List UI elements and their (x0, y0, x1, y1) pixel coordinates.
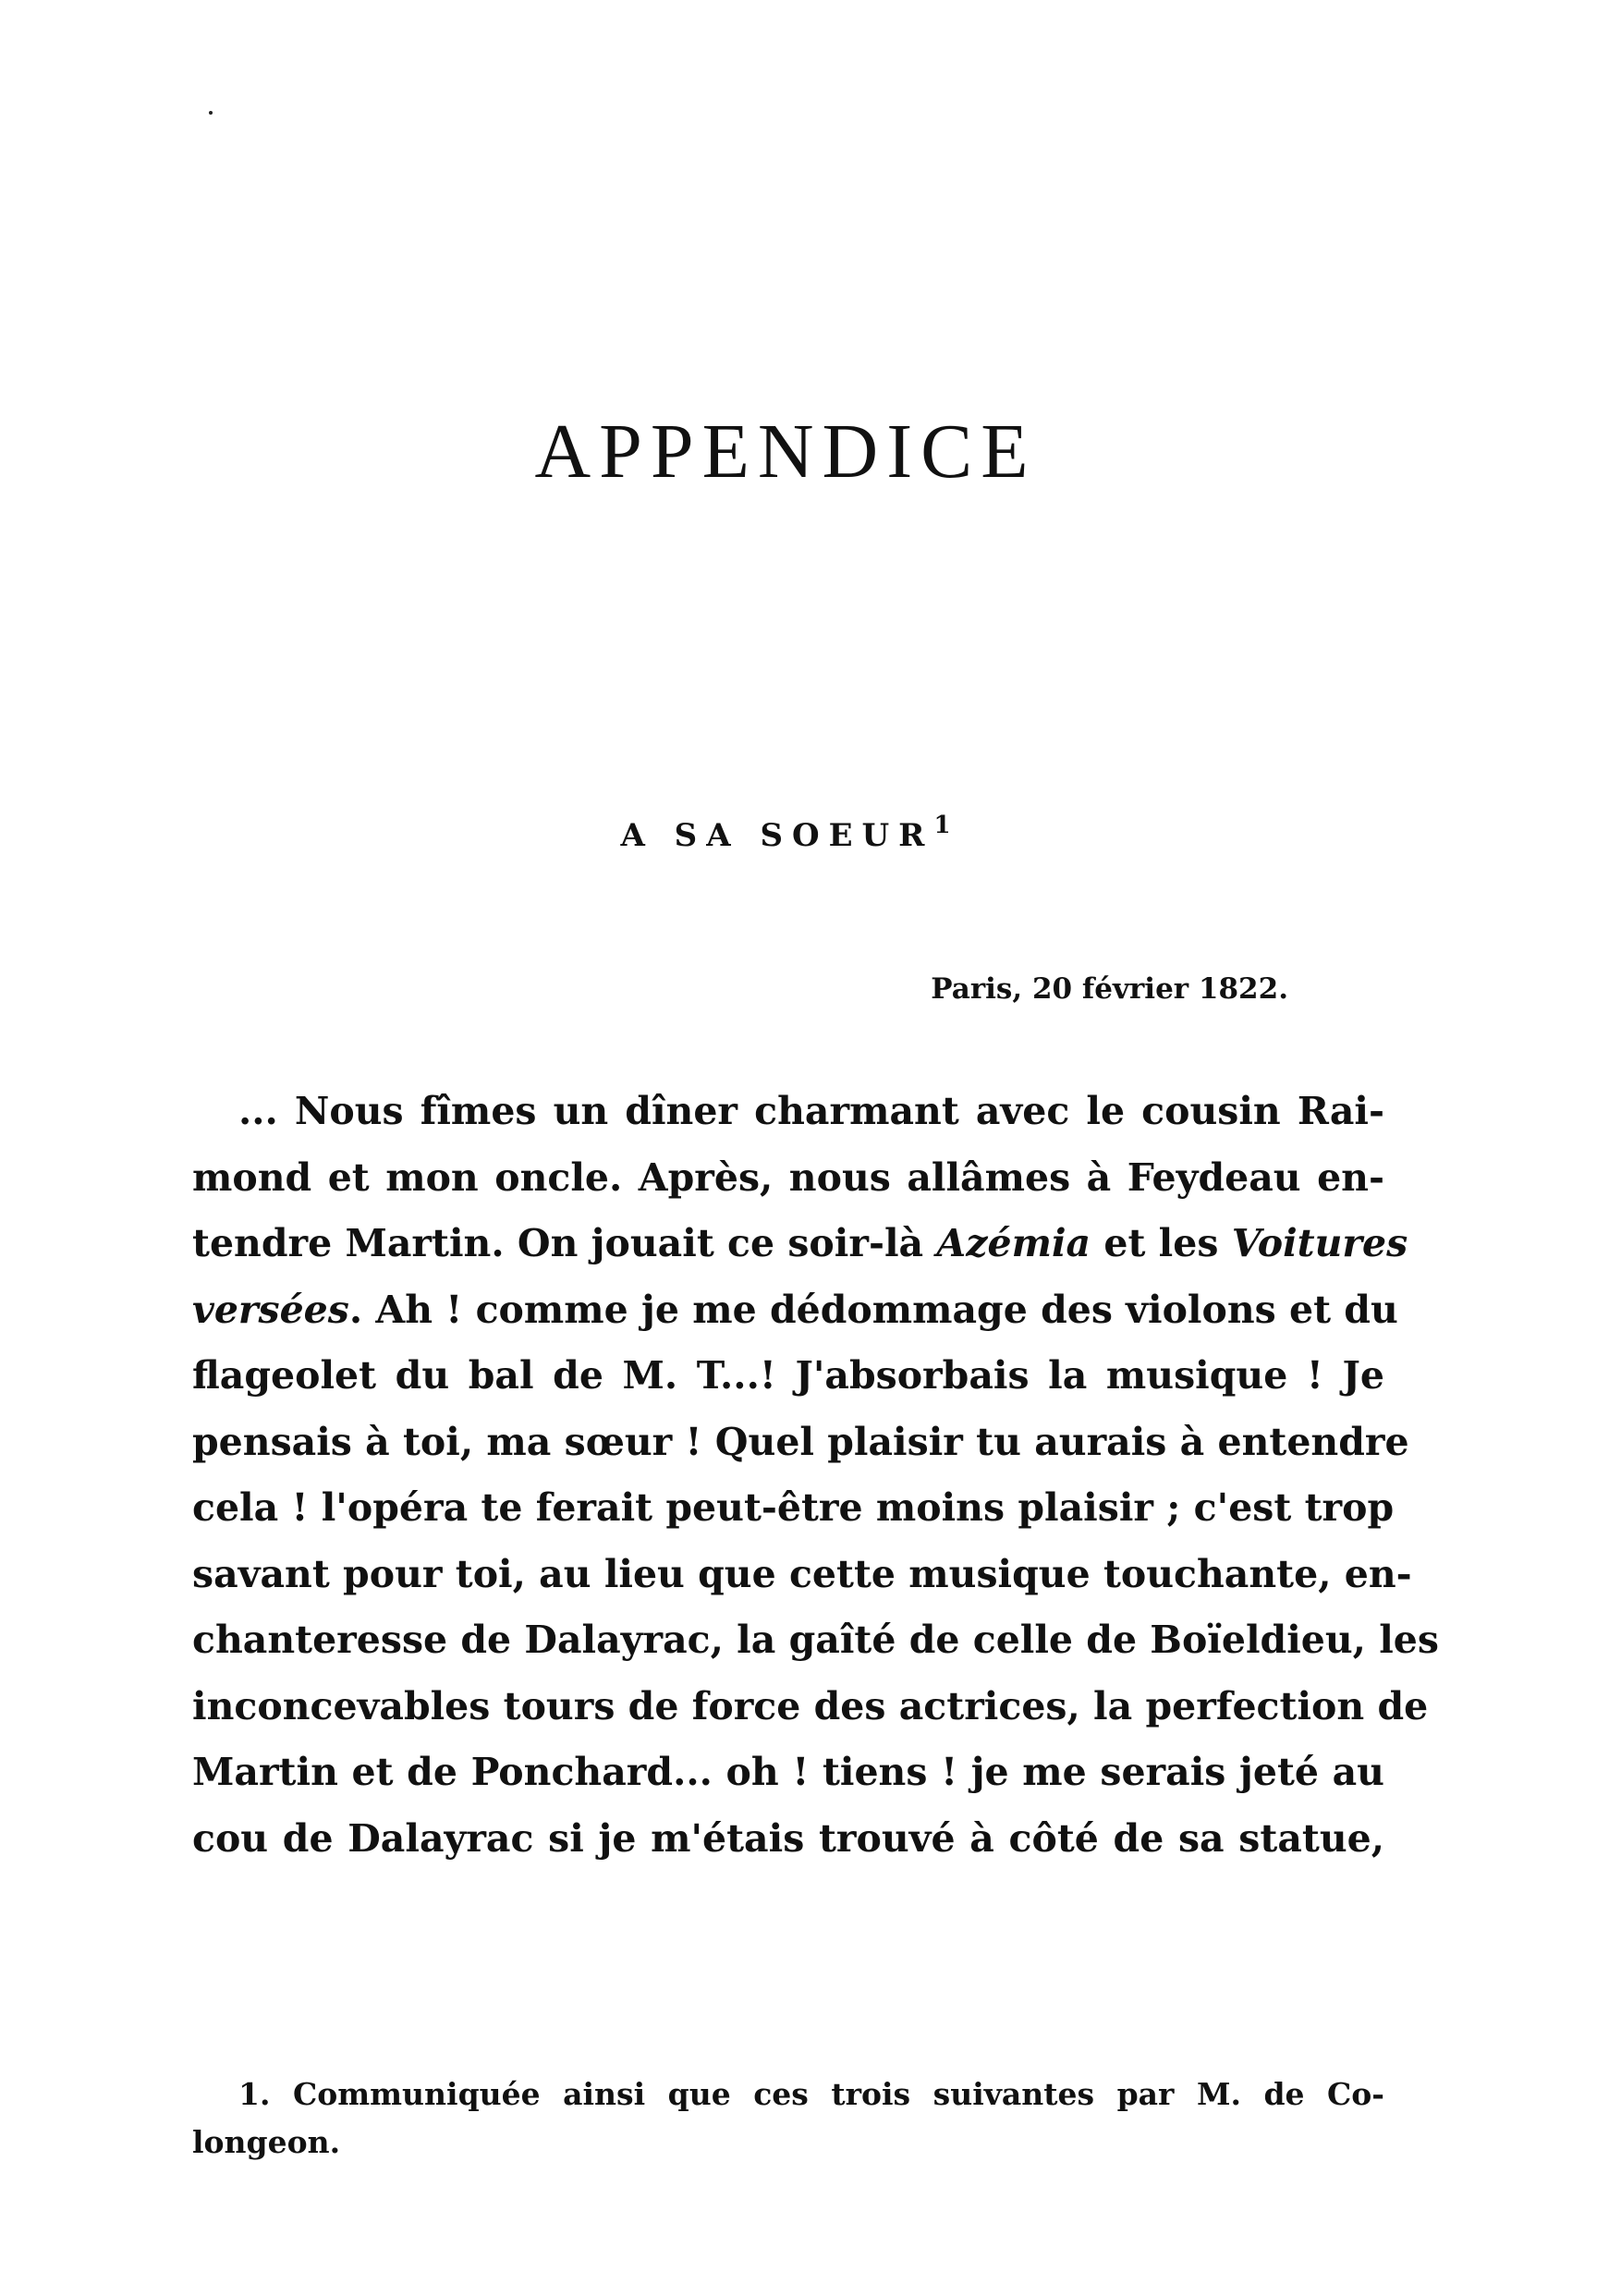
letter-body-line: versées. Ah ! comme je me dédommage des violons et du (192, 1287, 1398, 1332)
footnote (192, 2070, 1384, 2167)
letter-body-line: tendre Martin. On jouait ce soir-là Azémia et les Voitures (192, 1221, 1408, 1265)
letter-body-line: chanteresse de Dalayrac, la gaîté de celle de Boïeldieu, les (192, 1618, 1439, 1662)
letter-heading-text: A SA SOEUR (620, 817, 934, 854)
letter-body-line: cela ! l'opéra te ferait peut-être moins plaisir ; c'est trop (192, 1485, 1395, 1530)
letter-body-line: flageolet du bal de M. T...! J'absorbais la musique ! Je (192, 1353, 1384, 1398)
footnote-line: 1. Communiquée ainsi que ces trois suivantes par M. de Co- (238, 2076, 1384, 2112)
letter-body-line: cou de Dalayrac si je m'étais trouvé à côté de sa statue, (192, 1815, 1384, 1861)
letter-body-line: ... Nous fîmes un dîner charmant avec le cousin Rai- (238, 1089, 1384, 1133)
footnote-line: longeon. (192, 2124, 341, 2160)
letter-body (192, 1079, 1439, 1872)
letter-body-line: inconcevables tours de force des actrices, la perfection de (192, 1683, 1429, 1728)
footnote-reference: 1 (933, 812, 951, 839)
letter-dateline: Paris, 20 février 1822. (931, 972, 1288, 1006)
letter-body-line: Martin et de Ponchard... oh ! tiens ! je me serais jeté au (192, 1750, 1384, 1794)
chapter-title: APPENDICE (534, 409, 1037, 495)
letter-body-line: savant pour toi, au lieu que cette musique touchante, en- (192, 1551, 1412, 1596)
letter-body-line: mond et mon oncle. Après, nous allâmes à Feydeau en- (192, 1154, 1384, 1200)
letter-body-line: pensais à toi, ma sœur ! Quel plaisir tu aurais à entendre (192, 1419, 1409, 1464)
letter-heading (0, 812, 1571, 854)
paper-speck (209, 111, 213, 115)
